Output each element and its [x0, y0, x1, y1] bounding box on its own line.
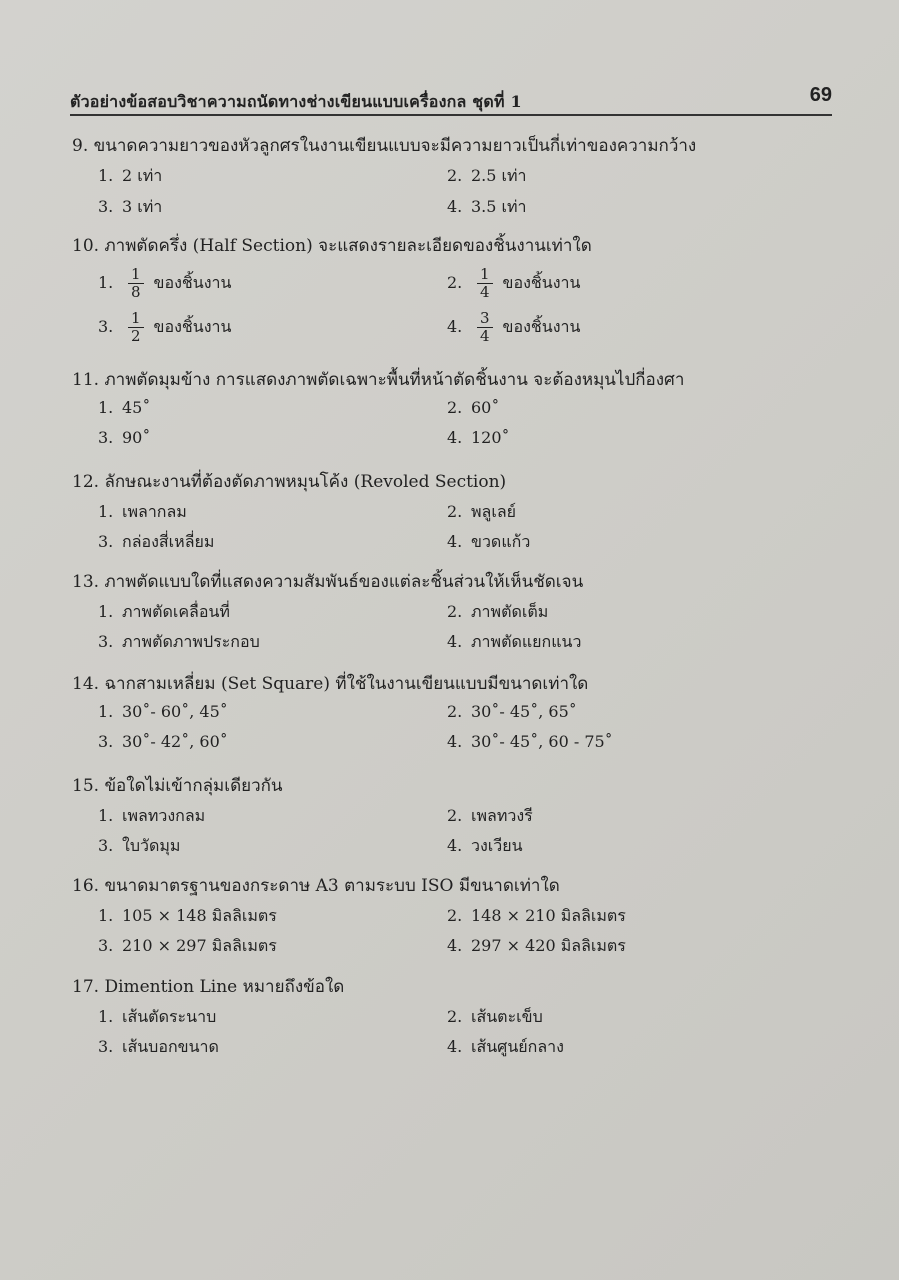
option-2: 2. เพลทวงรี: [447, 806, 533, 825]
question-stem: 12. ลักษณะงานที่ต้องตัดภาพหมุนโค้ง (Revoled Section): [72, 472, 507, 492]
option-4: 4. เส้นศูนย์กลาง: [447, 1037, 564, 1056]
question-stem: 15. ข้อใดไม่เข้ากลุ่มเดียวกัน: [72, 776, 283, 796]
option-4: 4. วงเวียน: [447, 836, 523, 855]
option-2: 2. พลูเลย์: [447, 502, 516, 521]
header-title: ตัวอย่างข้อสอบวิชาความถนัดทางช่างเขียนแบบเครื่องกล ชุดที่ 1: [70, 92, 522, 111]
question-stem: 13. ภาพตัดแบบใดที่แสดงความสัมพันธ์ของแต่ละชิ้นส่วนให้เห็นชัดเจน: [72, 572, 584, 592]
option-2: 2. ภาพตัดเต็ม: [447, 602, 549, 621]
option-2: 2. $\frac{1}{4}$ ของชิ้นงาน: [447, 265, 581, 301]
option-4: 4. $\frac{3}{4}$ ของชิ้นงาน: [447, 309, 581, 345]
option-1: 1. 45˚: [98, 398, 151, 417]
option-4: 4. ภาพตัดแยกแนว: [447, 632, 582, 651]
option-4: 4. 3.5 เท่า: [447, 197, 527, 216]
option-3: 3. ใบวัดมุม: [98, 836, 181, 855]
option-2: 2. เส้นตะเข็บ: [447, 1007, 543, 1026]
option-1: 1. 30˚- 60˚, 45˚: [98, 702, 228, 721]
option-3: 3. 90˚: [98, 428, 151, 447]
option-3: 3. เส้นบอกขนาด: [98, 1037, 219, 1056]
question-stem: 11. ภาพตัดมุมข้าง การแสดงภาพตัดเฉพาะพื้นที่หน้าตัดชิ้นงาน จะต้องหมุนไปกี่องศา: [72, 370, 685, 390]
option-2: 2. 148 × 210 มิลลิเมตร: [447, 906, 626, 925]
option-1: 1. 2 เท่า: [98, 166, 163, 185]
option-1: 1. เพลากลม: [98, 502, 187, 521]
option-2: 2. 30˚- 45˚, 65˚: [447, 702, 577, 721]
option-2: 2. 60˚: [447, 398, 500, 417]
option-4: 4. 120˚: [447, 428, 510, 447]
option-3: 3. 210 × 297 มิลลิเมตร: [98, 936, 277, 955]
option-1: 1. $\frac{1}{8}$ ของชิ้นงาน: [98, 265, 232, 301]
option-3: 3. 30˚- 42˚, 60˚: [98, 732, 228, 751]
question-stem: 16. ขนาดมาตรฐานของกระดาษ A3 ตามระบบ ISO มีขนาดเท่าใด: [72, 876, 560, 896]
option-3: 3. $\frac{1}{2}$ ของชิ้นงาน: [98, 309, 232, 345]
fraction: $\frac{1}{8}$: [128, 266, 144, 301]
option-1: 1. ภาพตัดเคลื่อนที่: [98, 602, 230, 621]
option-3: 3. 3 เท่า: [98, 197, 163, 216]
fraction: $\frac{1}{2}$: [128, 310, 144, 345]
question-stem: 9. ขนาดความยาวของหัวลูกศรในงานเขียนแบบจะมีความยาวเป็นกี่เท่าของความกว้าง: [72, 136, 697, 156]
option-3: 3. ภาพตัดภาพประกอบ: [98, 632, 260, 651]
fraction: $\frac{1}{4}$: [477, 266, 493, 301]
page-number: 69: [809, 84, 832, 106]
fraction: $\frac{3}{4}$: [477, 310, 493, 345]
option-4: 4. 297 × 420 มิลลิเมตร: [447, 936, 626, 955]
option-2: 2. 2.5 เท่า: [447, 166, 527, 185]
option-3: 3. กล่องสี่เหลี่ยม: [98, 532, 215, 551]
question-stem: 17. Dimention Line หมายถึงข้อใด: [72, 977, 345, 997]
option-1: 1. เพลทวงกลม: [98, 806, 206, 825]
option-1: 1. เส้นตัดระนาบ: [98, 1007, 217, 1026]
page-header: [70, 82, 832, 116]
option-4: 4. 30˚- 45˚, 60 - 75˚: [447, 732, 613, 751]
option-4: 4. ขวดแก้ว: [447, 532, 531, 551]
option-1: 1. 105 × 148 มิลลิเมตร: [98, 906, 277, 925]
question-stem: 10. ภาพตัดครึ่ง (Half Section) จะแสดงรายละเอียดของชิ้นงานเท่าใด: [72, 236, 592, 256]
question-stem: 14. ฉากสามเหลี่ยม (Set Square) ที่ใช้ในงานเขียนแบบมีขนาดเท่าใด: [72, 674, 589, 694]
